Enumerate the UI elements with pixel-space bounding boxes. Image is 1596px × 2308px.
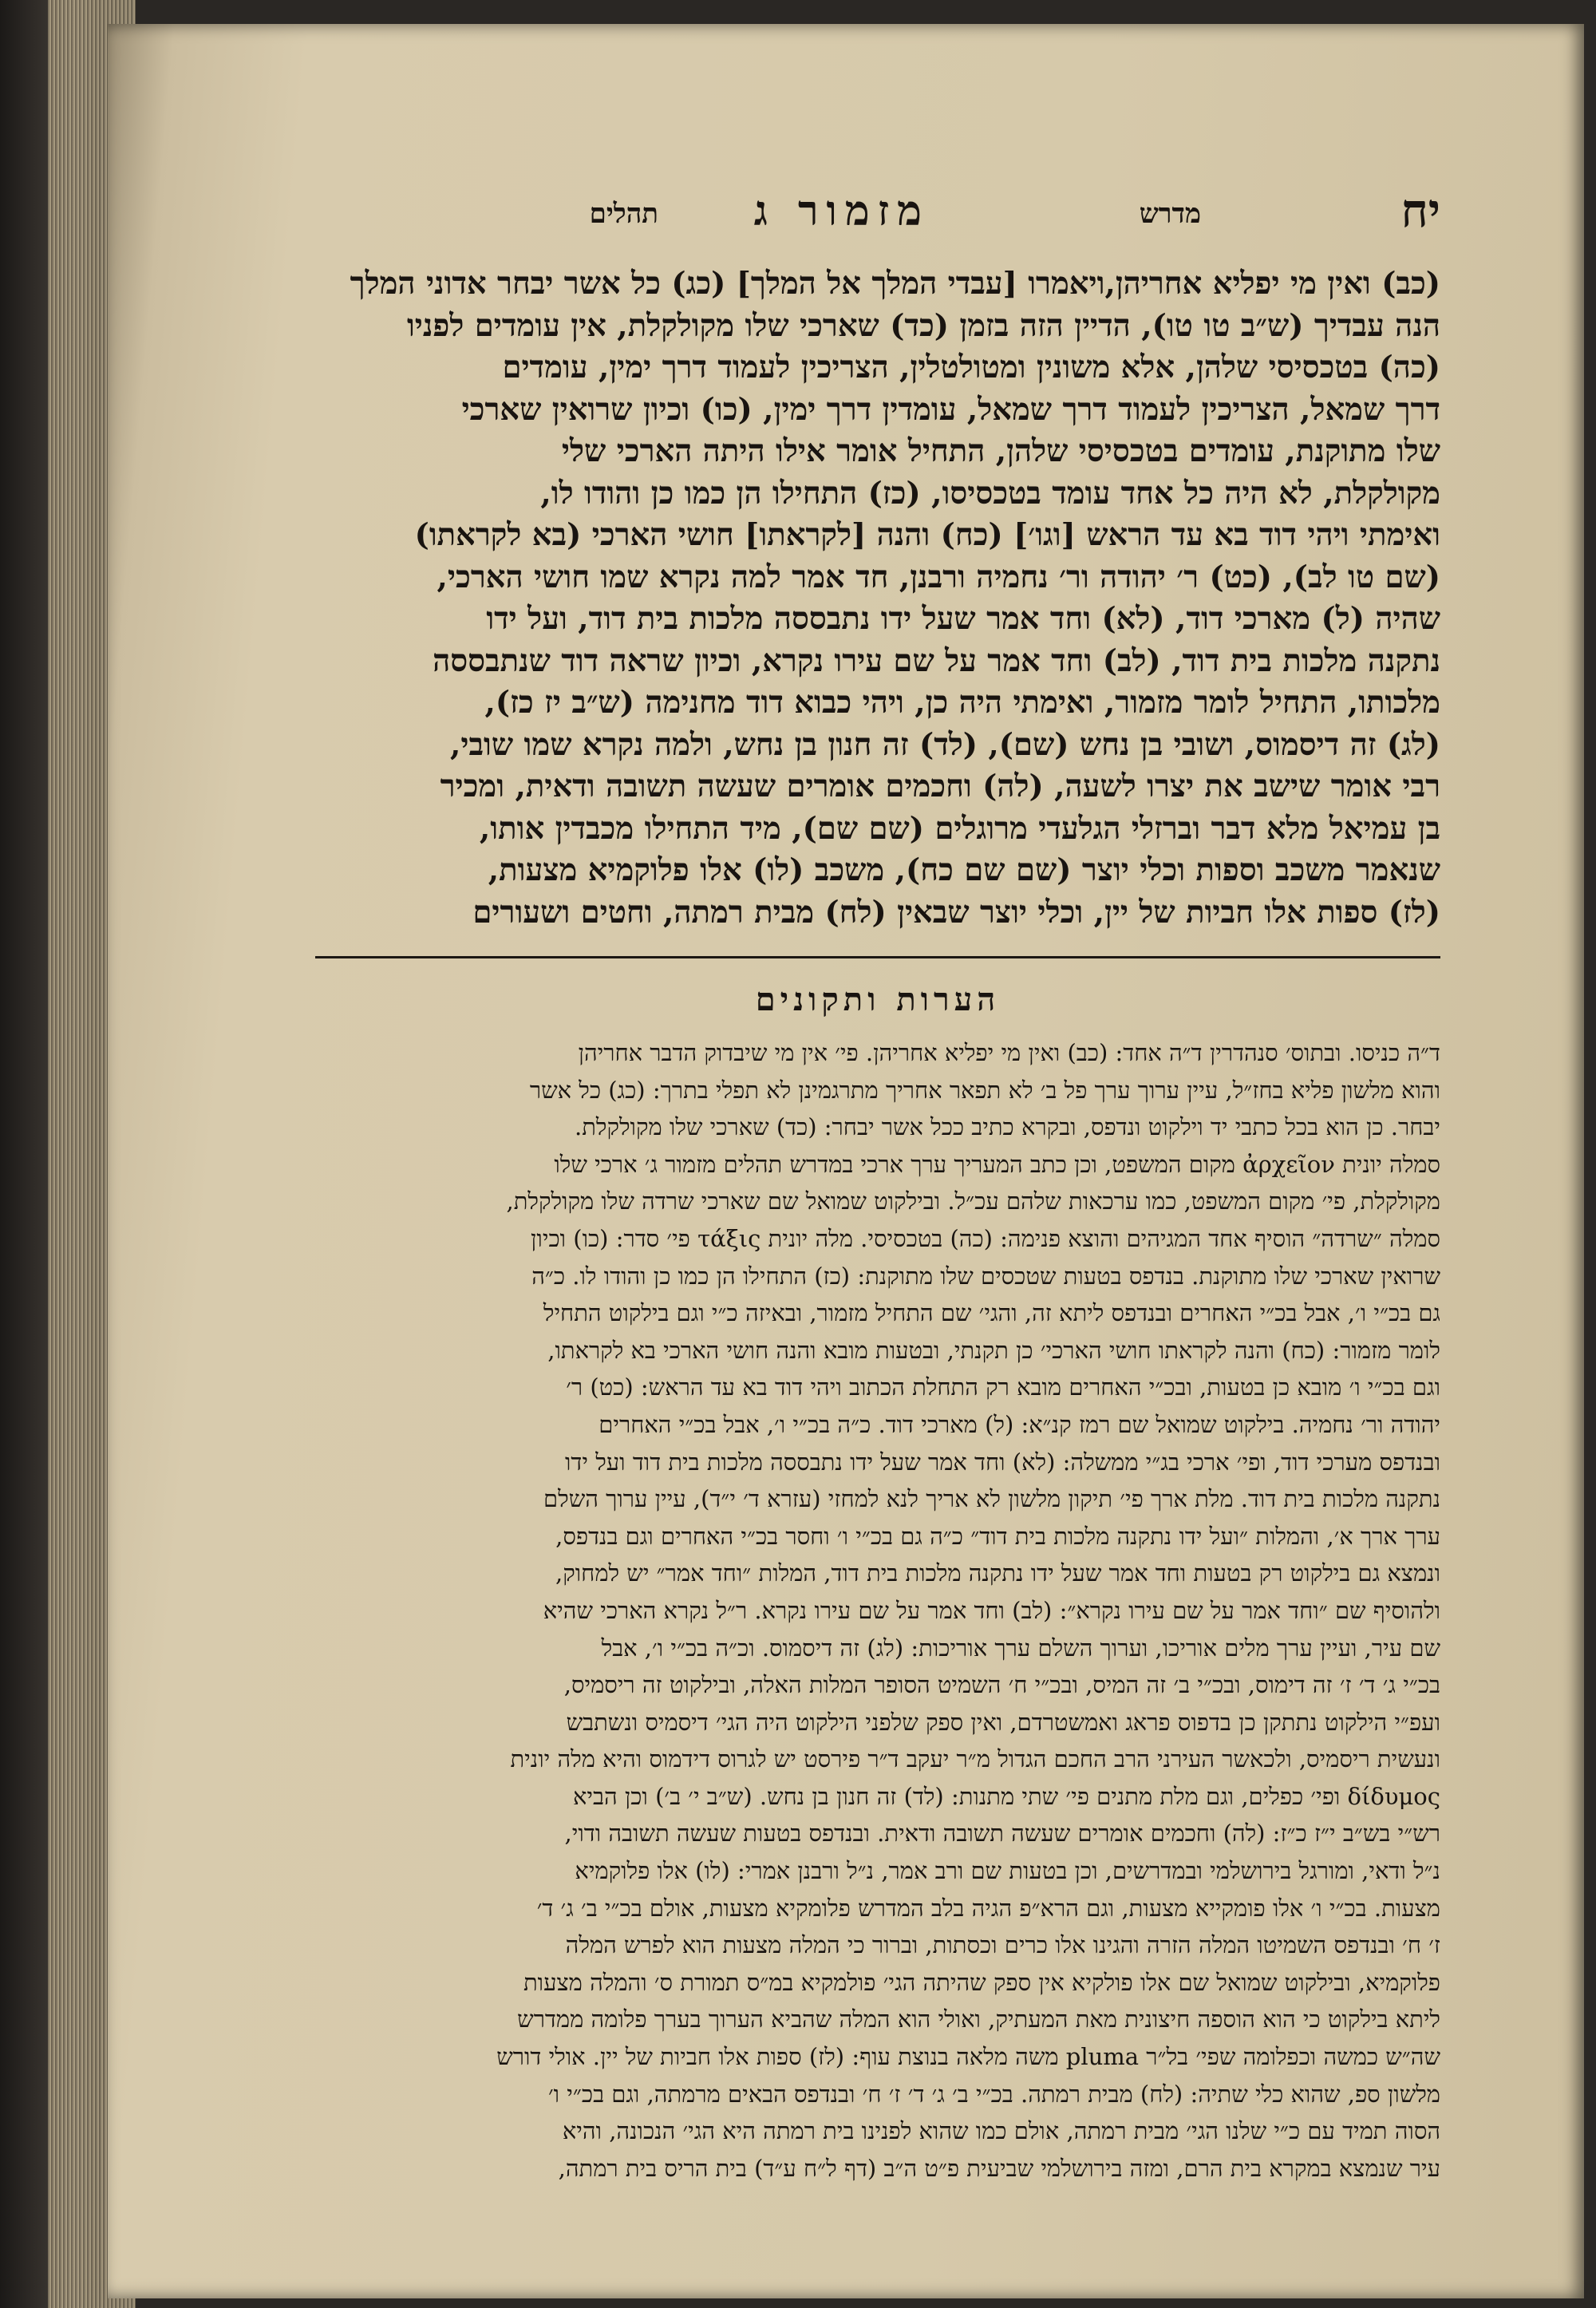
note-line: ולהוסיף שם ״וחד אמר על שם עירו נקרא״: (לב) וחד אמר על שם עירו נקרא. ר״ל נקרא הארכי שהיא xyxy=(543,1596,1440,1624)
main-text-line: שלו מתוקנת, עומדים בטכסיסי שלהן, התחיל אומר אילו היתה הארכי שלי xyxy=(561,433,1440,469)
running-head-midrash: מדרש xyxy=(1139,198,1201,230)
main-text-line: הנה עבדיך (ש״ב טו טו), הדיין הזה בזמן (כד) שארכי שלו מקולקלת, אין עומדים לפניו xyxy=(406,307,1440,344)
note-line: לומר מזמור: (כח) והנה לקראתו חושי הארכי׳ כן תקנתי, ובטעות מובא והנה חושי הארכי בא לקראתו, xyxy=(547,1336,1440,1364)
page-number: יח xyxy=(1400,184,1440,238)
note-line: וגם בכ״י ו׳ מובא כן בטעות, ובכ״י האחרים מובא רק התחלת הכתוב ויהי דוד בא עד הראש: (כט) ר׳ xyxy=(566,1373,1440,1401)
note-line: והוא מלשון פליא בחז״ל, עיין ערוך ערך פל ב׳ לא תפאר אחריך מתרגמינן לא תפלי בתרך: (כג) כל אשר xyxy=(529,1076,1440,1104)
note-line: נתקנה מלכות בית דוד. מלת ארך פי׳ תיקון מלשון לא אריך לנא למחזי (עזרא ד׳ י״ד), עיין ערוך השלם xyxy=(543,1485,1440,1513)
main-text-line: שהיה (ל) מארכי דוד, (לא) וחד אמר שעל ידו נתבססה מלכות בית דוד, ועל ידו xyxy=(486,601,1440,637)
main-text-line: דרך שמאל, הצריכין לעמוד דרך שמאל, עומדין דרך ימין, (כו) וכיון שרואין שארכי xyxy=(461,391,1440,428)
note-line: שם עיר, ועיין ערך מלים אוריכו, וערוך השלם ערך אוריכות: (לג) זה דיסמוס. וכ״ה בכ״י ו׳, אבל xyxy=(601,1634,1440,1662)
note-line: נ״ל ודאי, ומורגל בירושלמי ובמדרשים, וכן בטעות שם ורב אמר, נ״ל ורבנן אמרי: (לו) אלו פלוקמיא xyxy=(575,1857,1440,1885)
page-content xyxy=(315,184,1440,2187)
note-line: רש״י בש״ב י״ז כ״ז: (לה) וחכמים אומרים שעשה תשובה ודאית. ובנדפס בטעות שעשה תשובה ודוי, xyxy=(564,1820,1440,1848)
note-line: הסוה תמיד עם כ״י שלנו הגי׳ מבית רמתה, אולם כמו שהוא לפנינו בית רמתה היא הגי׳ הנכונה, והיא xyxy=(562,2117,1440,2145)
main-text-line: רבי אומר שישב את יצרו לשעה, (לה) וחכמים אומרים שעשה תשובה ודאית, ומכיר xyxy=(440,769,1440,804)
main-text-line: מקולקלת, לא היה כל אחד עומד בטכסיסו, (כז) התחילו הן כמו כן והודו לו, xyxy=(540,475,1440,512)
note-line: יהודה ור׳ נחמיה. בילקוט שמואל שם רמז קנ״א: (ל) מארכי דוד. כ״ה בכ״י ו׳, אבל בכ״י האחרים xyxy=(598,1410,1440,1438)
main-text-line: (לג) זה דיסמוס, ושובי בן נחש (שם), (לד) זה חנון בן נחש, ולמה נקרא שמו שובי, xyxy=(449,726,1440,763)
note-line: סמלה ״שרדה״ הוסיף אחד המגיהים והוצא פנימה: (כה) בטכסיסי. מלה יונית τάξις פי׳ סדר: (כו) וכיון xyxy=(531,1224,1440,1252)
note-line: מצעות. בכ״י ו׳ אלו פומקייא מצעות, וגם הרא״פ הגיה בלב המדרש פלומקיא מצעות, אולם בכ״י ב׳ ג׳ ד׳ xyxy=(536,1894,1440,1922)
note-line: מקולקלת, פי׳ מקום המשפט, כמו ערכאות שלהם עכ״ל. ובילקוט שמואל שם שארכי שרדה שלו מקולקלת, xyxy=(506,1188,1440,1215)
note-line: ד״ה כניסו. ובתוס׳ סנהדרין ד״ה אחד: (כב) ואין מי יפליא אחריהן. פי׳ אין מי שיבדוק הדבר אחריהן xyxy=(578,1039,1440,1066)
note-line: ערך ארך א׳, והמלות ״ועל ידו נתקנה מלכות בית דוד״ כ״ה גם בכ״י ו׳ וחסר בכ״י האחרים וגם בנדפס, xyxy=(555,1522,1440,1550)
running-head-mizmor: מזמור ג xyxy=(753,187,930,235)
note-line: שרואין שארכי שלו מתוקנת. בנדפס בטעות שטכסים שלו מתוקנת: (כז) התחילו הן כמו כן והודו לו. כ״ה xyxy=(531,1262,1440,1290)
running-head xyxy=(315,184,1440,255)
note-line: גם בכ״י ו׳, אבל בכ״י האחרים ובנדפס ליתא זה, והגי׳ שם התחיל מזמור, ובאיזה כ״י וגם בילקוט התחיל xyxy=(543,1299,1440,1327)
note-line: ז׳ ח׳ ובנדפס השמיטו המלה הזרה והגינו אלו כרים וכסתות, וברור כי המלה מצעות הוא לפרש המלה xyxy=(565,1931,1440,1959)
section-divider xyxy=(315,956,1440,958)
note-line: סמלה יונית ἀρχεῖον מקום המשפט, וכן כתב המעריך ערך ארכי במדרש תהלים מזמור ג׳ ארכי שלו xyxy=(554,1150,1440,1178)
note-line: ליתא בילקוט כי הוא הוספה חיצונית מאת המעתיק, ואולי הוא המלה שהביא הערוך בערך פלומה ממדרש xyxy=(517,2006,1440,2033)
note-line: δίδυμος ופי׳ כפלים, וגם מלת מתנים פי׳ שתי מתנות: (לד) זה חנון בן נחש. (ש״ב י׳ ב׳) וכן הביא xyxy=(572,1782,1440,1810)
note-line: עיר שנמצא במקרא בית הרם, ומזה בירושלמי שביעית פ״ט ה״ב (דף ל״ח ע״ד) בית הריס בית רמתה, xyxy=(558,2154,1440,2182)
main-text-line: ואימתי ויהי דוד בא עד הראש [וגו׳] (כח) והנה [לקראתו] חושי הארכי (בא לקראתו) xyxy=(414,517,1440,553)
running-head-tehillim: תהלים xyxy=(589,198,658,230)
notes-title: הערות ותקונים xyxy=(755,981,1001,1018)
note-line: מלשון ספ, שהוא כלי שתיה: (לח) מבית רמתה. בכ״י ב׳ ג׳ ד׳ ז׳ ח׳ ובנדפס הבאים מרמתה, וגם בכ״י ו׳ xyxy=(547,2080,1440,2108)
note-line: יבחר. כן הוא בכל כתבי יד וילקוט ונדפס, ובקרא כתיב ככל אשר יבחר: (כד) שארכי שלו מקולקלת. xyxy=(575,1113,1440,1141)
main-text-line: (כה) בטכסיסי שלהן, אלא משונין ומטולטלין, הצריכין לעמוד דרך ימין, עומדים xyxy=(502,350,1440,385)
note-line: ובנדפס מערכי דוד, ופי׳ ארכי בג״י ממשלה: (לא) וחד אמר שעל ידו נתבססה מלכות בית דוד ועל ידו xyxy=(565,1448,1440,1476)
note-line: ונמצא גם בילקוט רק בטעות וחד אמר שעל ידו נתקנה מלכות בית דוד, המלות ״וחד אמר״ יש למחוק, xyxy=(555,1559,1440,1587)
main-text-line: שנאמר משכב וספות וכלי יוצר (שם שם כח), משכב (לו) אלו פלוקמיא מצעות, xyxy=(488,852,1440,888)
note-line: שה״ש כמשה וכפלומה שפי׳ בל״ר pluma משה מלאה בנוצת עוף: (לז) ספות אלו חביות של יין. אולי דורש xyxy=(496,2043,1440,2071)
main-text-line: (כב) ואין מי יפליא אחריהן,ויאמרו [עבדי המלך אל המלך] (כג) כל אשר יבחר אדוני המלך xyxy=(350,266,1440,302)
main-text-line: נתקנה מלכות בית דוד, (לב) וחד אמר על שם עירו נקרא, וכיון שראה דוד שנתבססה xyxy=(433,642,1440,679)
note-line: פלוקמיא, ובילקוט שמואל שם אלו פולקיא אין ספק שהיתה הגי׳ פולמקיא במ״ס תמורת ס׳ והמלה מצעות xyxy=(523,1968,1440,1996)
note-line: בכ״י ג׳ ד׳ ז׳ זה דימוס, ובכ״י ב׳ זה המיס, ובכ״י ח׳ השמיט הסופר המלות האלה, ובילקוט זה ריסמיס, xyxy=(563,1671,1440,1699)
note-line: ועפ״י הילקוט נתתקן כן בדפוס פראג ואמשטרדם, ואין ספק שלפני הילקוט היה הגי׳ דיסמיס ונשתבש xyxy=(566,1708,1440,1736)
main-text-line: (לז) ספות אלו חביות של יין, וכלי יוצר שבאין (לח) מבית רמתה, וחטים ושעורים xyxy=(472,894,1440,931)
notes-text xyxy=(315,1034,1440,2187)
note-line: ונעשית ריסמיס, ולכאשר העירני הרב החכם הגדול מ״ר יעקב ד״ר פירסט יש לגרוס דידמוס והיא מלה יונית xyxy=(510,1745,1440,1773)
main-text xyxy=(315,263,1440,934)
main-text-line: מלכותו, התחיל לומר מזמור, ואימתי היה כן, ויהי כבוא דוד מחנימה (ש״ב יז כז), xyxy=(484,685,1440,721)
main-text-line: (שם טו לב), (כט) ר׳ יהודה ור׳ נחמיה ורבנן, חד אמר למה נקרא שמו חושי הארכי, xyxy=(437,559,1440,595)
main-text-line: בן עמיאל מלא דבר וברזלי הגלעדי מרוגלים (שם שם), מיד התחילו מכבדין אותו, xyxy=(479,810,1440,847)
